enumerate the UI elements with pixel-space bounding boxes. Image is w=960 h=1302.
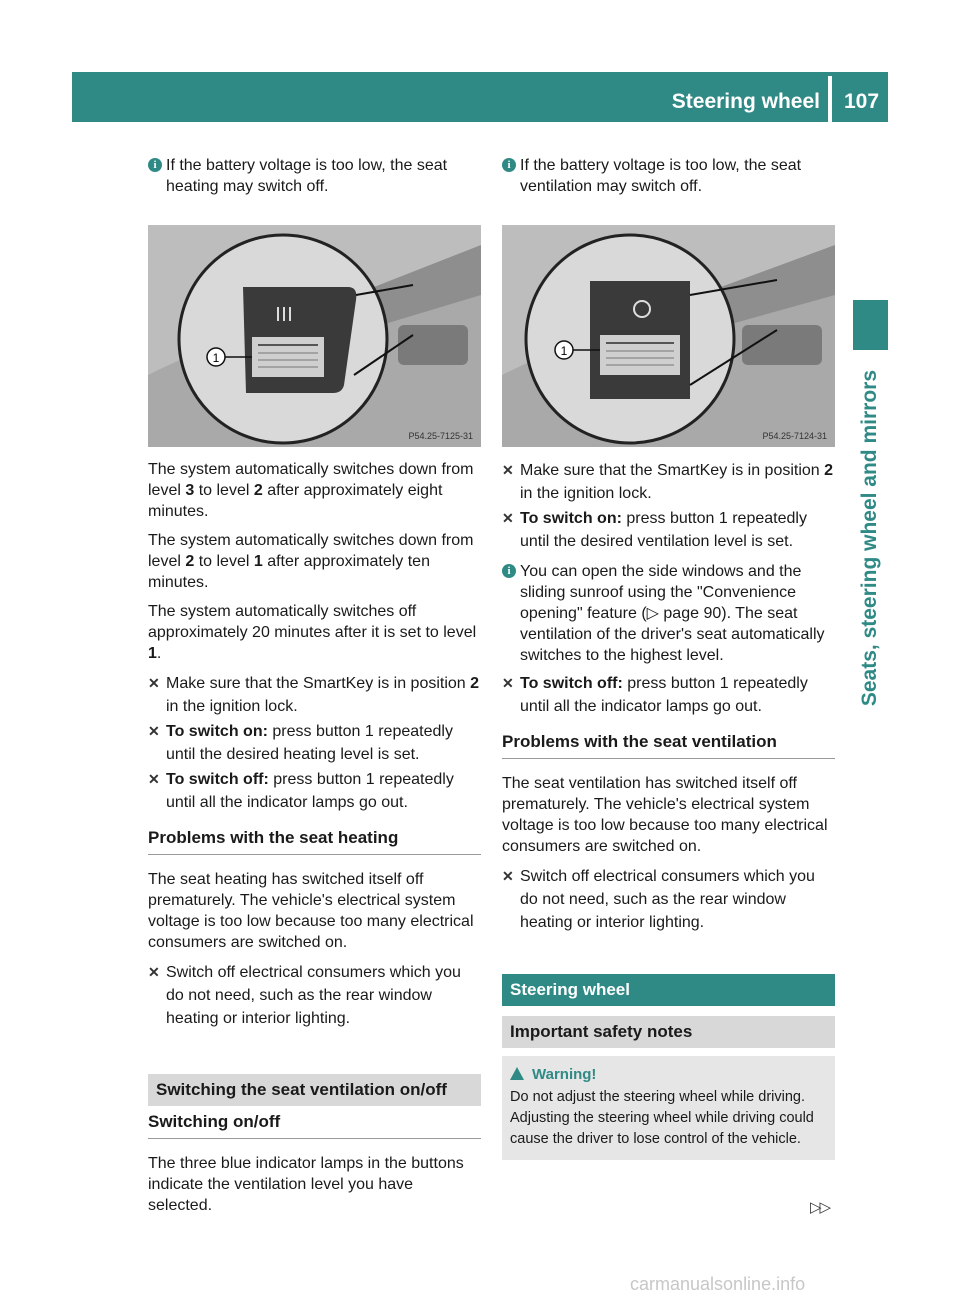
figure-callout-1: 1 bbox=[560, 344, 568, 358]
step-arrow-icon: ✕ bbox=[148, 964, 160, 980]
continue-arrow-icon: ▷▷ bbox=[810, 1199, 830, 1216]
right-column bbox=[502, 155, 835, 1160]
warning-triangle-icon bbox=[510, 1067, 524, 1080]
instruction-step: ✕ To switch on: press button 1 repeatedly until the desired heating level is set. bbox=[148, 720, 481, 766]
instruction-step: ✕ To switch off: press button 1 repeatedly until all the indicator lamps go out. bbox=[502, 672, 835, 718]
watermark: carmanualsonline.info bbox=[630, 1274, 806, 1294]
step-arrow-icon: ✕ bbox=[502, 510, 514, 526]
paragraph: The system automatically switches down from level 2 to level 1 after approximately ten minutes. bbox=[148, 532, 474, 591]
figure-callout-1: 1 bbox=[212, 351, 220, 365]
instruction-step: ✕ To switch on: press button 1 repeatedly until the desired ventilation level is set. bbox=[502, 507, 835, 553]
page-title: Steering wheel bbox=[671, 90, 820, 113]
page-number: 107 bbox=[844, 90, 880, 113]
step-arrow-icon: ✕ bbox=[502, 868, 514, 884]
info-icon: i bbox=[502, 564, 516, 578]
step-arrow-icon: ✕ bbox=[148, 675, 160, 691]
section-heading-band: Steering wheel bbox=[502, 974, 835, 1006]
instruction-step: ✕ Switch off electrical consumers which you do not need, such as the rear window heating or interior lighting. bbox=[148, 961, 481, 1030]
info-note: i If the battery voltage is too low, the seat heating may switch off. bbox=[148, 155, 481, 197]
step-arrow-icon: ✕ bbox=[502, 675, 514, 691]
step-arrow-icon: ✕ bbox=[502, 462, 514, 478]
paragraph: The seat heating has switched itself off prematurely. The vehicle's electrical system voltage is too low because too many electrical consumers are switched on. bbox=[148, 871, 474, 951]
warning-heading: Warning! bbox=[510, 1064, 827, 1085]
figure-code: P54.25-7125-31 bbox=[408, 431, 473, 441]
info-icon: i bbox=[148, 158, 162, 172]
seat-ventilation-figure bbox=[502, 225, 835, 447]
info-note: i You can open the side windows and the sliding sunroof using the "Convenience opening" feature (▷ page 90). The seat ventilation of the driver's seat automatically switches to the highest level. bbox=[502, 561, 835, 666]
left-column bbox=[148, 155, 481, 1224]
paragraph: The system automatically switches down from level 3 to level 2 after approximately eight minutes. bbox=[148, 461, 474, 520]
section-subheading: Switching on/off bbox=[148, 1112, 481, 1139]
instruction-step: ✕ To switch off: press button 1 repeatedly until all the indicator lamps go out. bbox=[148, 768, 481, 814]
info-icon: i bbox=[502, 158, 516, 172]
instruction-step: ✕ Make sure that the SmartKey is in position 2 in the ignition lock. bbox=[502, 459, 835, 505]
instruction-step: ✕ Switch off electrical consumers which you do not need, such as the rear window heating or interior lighting. bbox=[502, 865, 835, 934]
step-arrow-icon: ✕ bbox=[148, 723, 160, 739]
section-heading-band: Switching the seat ventilation on/off bbox=[148, 1074, 481, 1106]
info-note: i If the battery voltage is too low, the seat ventilation may switch off. bbox=[502, 155, 835, 197]
step-arrow-icon: ✕ bbox=[148, 771, 160, 787]
paragraph: The three blue indicator lamps in the buttons indicate the ventilation level you have selected. bbox=[148, 1155, 464, 1214]
header-divider bbox=[828, 76, 832, 122]
warning-box bbox=[502, 1056, 835, 1160]
figure-code: P54.25-7124-31 bbox=[762, 431, 827, 441]
paragraph: The system automatically switches off approximately 20 minutes after it is set to level 1. bbox=[148, 603, 477, 662]
warning-text: Do not adjust the steering wheel while driving. Adjusting the steering wheel while driving could cause the driver to lose control of the vehicle. bbox=[510, 1089, 814, 1147]
seat-heating-figure bbox=[148, 225, 481, 447]
side-tab-marker bbox=[853, 300, 888, 350]
paragraph: The seat ventilation has switched itself off prematurely. The vehicle's electrical system voltage is too low because too many electrical consumers are switched on. bbox=[502, 775, 828, 855]
side-tab-label: Seats, steering wheel and mirrors bbox=[858, 370, 881, 707]
instruction-step: ✕ Make sure that the SmartKey is in position 2 in the ignition lock. bbox=[148, 672, 481, 718]
section-subheading-band: Important safety notes bbox=[502, 1016, 835, 1048]
section-subheading: Problems with the seat heating bbox=[148, 828, 481, 855]
section-subheading: Problems with the seat ventilation bbox=[502, 732, 835, 759]
